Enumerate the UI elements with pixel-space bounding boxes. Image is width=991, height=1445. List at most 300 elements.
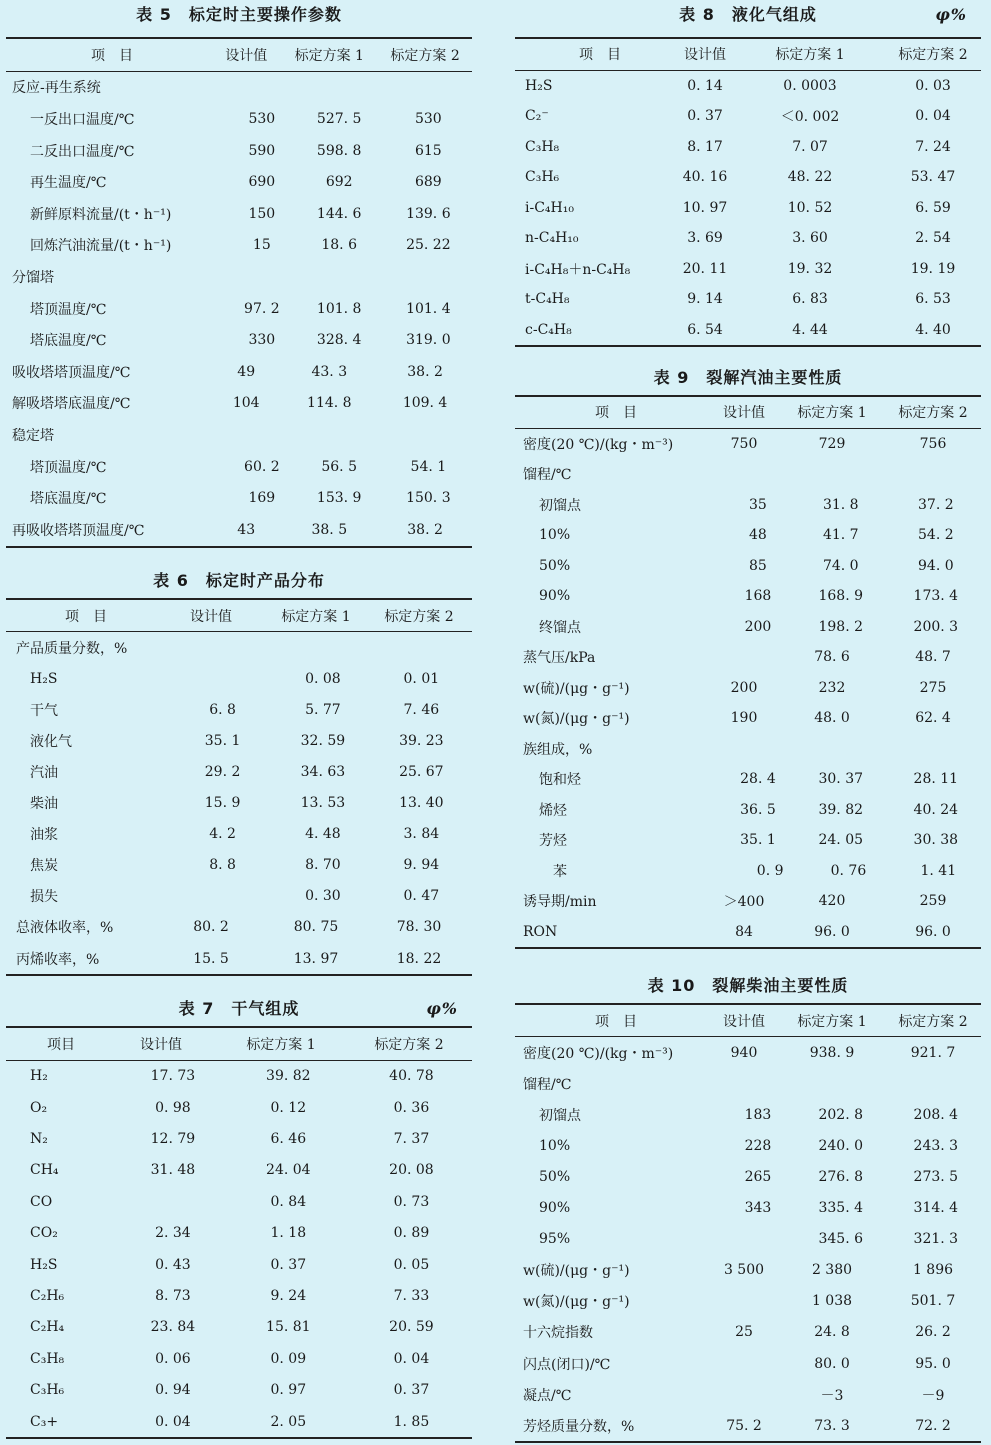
table-5: [6, 0, 472, 552]
cell-plan-1: 692: [325, 174, 353, 191]
table-row: [6, 912, 472, 943]
cell-plan-1: 2 380: [811, 1262, 853, 1279]
header-item: 项目: [47, 1036, 75, 1053]
row-label: RON: [523, 923, 558, 940]
row-label: w(硫)/(μg・g⁻¹): [523, 1263, 630, 1280]
table-8: [515, 0, 981, 347]
row-label: C₃H₆: [30, 1382, 65, 1399]
cell-design: 200: [744, 618, 772, 635]
row-label: 密度(20 ℃)/(kg・m⁻³): [523, 1045, 674, 1062]
cell-design: 10. 97: [682, 199, 728, 216]
cell-plan-1: 80. 0: [814, 1355, 850, 1372]
table-row: [515, 254, 981, 285]
cell-plan-2: 3. 84: [403, 826, 440, 843]
cell-design: 150: [248, 205, 276, 222]
row-label: 十六烷指数: [523, 1325, 593, 1342]
table-row: [6, 1374, 472, 1405]
cell-design: 9. 14: [687, 291, 723, 308]
row-label: i-C₄H₁₀: [525, 199, 574, 216]
table-row: [6, 293, 472, 325]
row-label: H₂: [30, 1068, 48, 1085]
cell-plan-2: 0. 37: [393, 1382, 430, 1399]
cell-design: 49: [237, 363, 256, 380]
table-row: [515, 551, 981, 582]
row-label: 初馏点: [539, 497, 581, 514]
table-row: [6, 1123, 472, 1154]
table-row: [515, 1130, 981, 1161]
table-row: [515, 162, 981, 193]
cell-design: 31. 48: [150, 1162, 196, 1179]
cell-plan-1: 96. 0: [814, 923, 850, 940]
cell-plan-2: 0. 73: [393, 1193, 430, 1210]
table-row: [515, 1410, 981, 1441]
cell-plan-2: 1 896: [912, 1262, 954, 1279]
table-row: [515, 429, 981, 460]
table-body: [6, 1061, 472, 1438]
cell-plan-2: 96. 0: [915, 923, 951, 940]
header-plan-2: 标定方案 2: [384, 608, 454, 625]
table-header: [515, 397, 981, 428]
cell-design: 6. 54: [687, 321, 723, 338]
cell-plan-2: 39. 23: [399, 732, 444, 749]
table-row: [6, 1249, 472, 1280]
cell-plan-2: 18. 22: [396, 950, 442, 967]
cell-plan-2: 54. 1: [410, 458, 447, 475]
row-label: 吸收塔塔顶温度/℃: [12, 364, 131, 381]
table-header: [515, 1005, 981, 1036]
table-title: 表 9 裂解汽油主要性质: [653, 368, 843, 387]
cell-plan-1: 39. 82: [818, 801, 864, 818]
header-plan-2: 标定方案 2: [374, 1036, 444, 1053]
cell-design: 36. 5: [740, 801, 776, 818]
table-header: [6, 39, 472, 71]
cell-plan-1: 1. 18: [270, 1225, 307, 1242]
row-label: CH₄: [30, 1162, 59, 1179]
cell-design: 228: [744, 1137, 772, 1154]
cell-plan-1: 198. 2: [818, 618, 864, 635]
table-row: [515, 917, 981, 948]
header-design: 设计值: [140, 1036, 182, 1053]
row-label: H₂S: [30, 670, 58, 687]
header-item: 项 目: [579, 47, 621, 64]
cell-plan-2: 200. 3: [913, 618, 959, 635]
cell-design: 20. 11: [682, 260, 728, 277]
cell-design: 17. 73: [150, 1068, 196, 1085]
cell-design: 530: [248, 110, 276, 127]
row-label: w(氮)/(μg・g⁻¹): [523, 711, 630, 728]
table-row: [6, 1217, 472, 1248]
cell-plan-2: 95. 0: [915, 1355, 951, 1372]
row-label: 芳烃质量分数，%: [523, 1418, 635, 1435]
table-row: [515, 581, 981, 612]
cell-plan-2: 139. 6: [406, 205, 451, 222]
row-label: 总液体收率，%: [16, 920, 114, 937]
table-row: [515, 703, 981, 734]
cell-plan-2: 19. 19: [910, 260, 956, 277]
table-body: [515, 71, 981, 346]
table-row: [6, 694, 472, 725]
cell-plan-1: 4. 44: [792, 321, 828, 338]
cell-plan-1: 13. 97: [293, 950, 339, 967]
cell-plan-1: 0. 37: [270, 1256, 307, 1273]
row-label: 液化气: [30, 733, 72, 750]
cell-plan-2: 0. 47: [403, 888, 440, 905]
table-row: [6, 943, 472, 974]
cell-design: 0. 43: [155, 1256, 191, 1273]
row-label: 90%: [539, 588, 571, 605]
table-body: [6, 72, 472, 546]
cell-plan-2: 72. 2: [915, 1417, 951, 1434]
cell-plan-1: ＜0. 002: [780, 109, 840, 126]
row-label: 凝点/℃: [523, 1387, 572, 1404]
cell-plan-1: 24. 05: [818, 832, 864, 849]
cell-plan-2: 20. 59: [389, 1319, 434, 1336]
cell-design: 590: [248, 142, 276, 159]
cell-plan-1: 114. 8: [307, 395, 352, 412]
row-label: 柴油: [30, 796, 58, 813]
table-title: 表 6 标定时产品分布: [153, 571, 325, 590]
row-label: 芳烃: [539, 833, 567, 850]
row-label: 50%: [539, 1169, 571, 1186]
row-label: w(氮)/(μg・g⁻¹): [523, 1294, 630, 1311]
cell-plan-1: 0. 84: [270, 1193, 307, 1210]
header-item: 项 目: [595, 405, 637, 422]
table-row: [6, 482, 472, 514]
cell-plan-1: 48. 0: [814, 710, 850, 727]
table-row: [515, 1037, 981, 1068]
cell-plan-1: 6. 46: [270, 1130, 307, 1147]
cell-plan-1: 4. 48: [305, 826, 341, 843]
table-row: [515, 1286, 981, 1317]
header-plan-1: 标定方案 1: [797, 1013, 867, 1030]
cell-plan-2: 173. 4: [913, 588, 959, 605]
cell-design: 169: [248, 490, 276, 507]
cell-plan-1: 240. 0: [818, 1137, 864, 1154]
table-row: [6, 632, 472, 663]
cell-plan-2: 48. 7: [915, 649, 951, 666]
table-row: [6, 1343, 472, 1374]
cell-plan-2: 1. 85: [393, 1413, 430, 1430]
cell-design: 343: [744, 1200, 772, 1217]
table-row: [515, 1317, 981, 1348]
cell-plan-2: 40. 24: [913, 801, 959, 818]
row-label: C₂⁻: [525, 108, 549, 125]
table-row: [515, 223, 981, 254]
table-row: [6, 72, 472, 104]
cell-plan-2: 94. 0: [918, 557, 954, 574]
table-header: [6, 1028, 472, 1059]
cell-plan-1: 527. 5: [316, 110, 362, 127]
cell-plan-2: 54. 2: [918, 527, 954, 544]
cell-design: 940: [730, 1044, 758, 1061]
cell-plan-1: 345. 6: [818, 1231, 864, 1248]
row-label: H₂S: [30, 1256, 58, 1273]
cell-plan-2: 319. 0: [406, 332, 451, 349]
cell-plan-1: 168. 9: [818, 588, 864, 605]
cell-plan-2: 0. 36: [393, 1099, 430, 1116]
cell-design: 190: [730, 710, 758, 727]
cell-design: 8. 73: [155, 1287, 191, 1304]
cell-plan-1: 144. 6: [316, 205, 362, 222]
table-row: [6, 324, 472, 356]
cell-design: 8. 17: [687, 138, 723, 155]
cell-design: 3. 69: [687, 230, 723, 247]
cell-plan-2: 0. 01: [403, 670, 440, 687]
cell-plan-2: 259: [919, 893, 947, 910]
header-plan-1: 标定方案 1: [281, 608, 351, 625]
row-label: 塔底温度/℃: [30, 333, 107, 350]
cell-plan-2: 25. 67: [399, 764, 444, 781]
table-row: [515, 673, 981, 704]
cell-design: 12. 79: [150, 1130, 196, 1147]
cell-design: 0. 98: [155, 1099, 191, 1116]
cell-plan-2: 38. 2: [407, 363, 443, 380]
unit-label: φ%: [935, 5, 967, 24]
cell-plan-2: 530: [414, 110, 442, 127]
table-row: [6, 261, 472, 293]
cell-design: 35. 1: [204, 732, 241, 749]
table-row: [6, 725, 472, 756]
cell-design: 0. 04: [155, 1413, 191, 1430]
row-label: 一反出口温度/℃: [30, 111, 135, 128]
cell-design: 168: [744, 588, 772, 605]
row-label: 再吸收塔塔顶温度/℃: [12, 522, 145, 539]
cell-plan-1: 328. 4: [316, 332, 362, 349]
cell-design: 0. 94: [155, 1382, 191, 1399]
cell-plan-1: 153. 9: [316, 490, 362, 507]
table-row: [515, 1161, 981, 1192]
table-row: [6, 356, 472, 388]
row-label: 馏程/℃: [523, 1076, 572, 1093]
row-label: 干气: [30, 702, 58, 719]
table-row: [6, 881, 472, 912]
table-row: [515, 856, 981, 887]
cell-plan-2: 0. 03: [915, 77, 951, 94]
cell-design: 35: [749, 496, 767, 513]
table-row: [515, 612, 981, 643]
header-item: 项 目: [595, 1013, 637, 1030]
cell-design: 80. 2: [193, 919, 229, 936]
right-column: [515, 0, 981, 1443]
cell-plan-2: 53. 47: [910, 169, 956, 186]
table-row: [6, 135, 472, 167]
row-label: C₃H₈: [525, 138, 560, 155]
table-row: [515, 1224, 981, 1255]
cell-design: 35. 1: [740, 832, 776, 849]
row-label: C₃H₆: [525, 169, 560, 186]
header-design: 设计值: [684, 47, 726, 64]
cell-design: 40. 16: [682, 169, 728, 186]
row-label: CO₂: [30, 1225, 58, 1242]
header-plan-2: 标定方案 2: [898, 47, 968, 64]
table-row: [6, 1061, 472, 1092]
cell-plan-2: 1. 41: [920, 862, 957, 879]
cell-plan-2: 501. 7: [910, 1293, 956, 1310]
row-label: 蒸气压/kPa: [523, 650, 596, 667]
cell-plan-2: 20. 08: [389, 1162, 434, 1179]
cell-plan-2: 109. 4: [402, 395, 448, 412]
cell-plan-2: 208. 4: [913, 1106, 959, 1123]
cell-plan-1: 73. 3: [814, 1417, 850, 1434]
cell-design: 104: [232, 395, 260, 412]
cell-design: ＞400: [723, 894, 765, 911]
cell-design: 183: [744, 1106, 772, 1123]
cell-plan-2: 28. 11: [913, 771, 959, 788]
header-plan-1: 标定方案 1: [246, 1036, 316, 1053]
table-row: [515, 764, 981, 795]
table-row: [6, 1155, 472, 1186]
cell-plan-1: 1 038: [811, 1293, 853, 1310]
cell-plan-1: 335. 4: [818, 1200, 864, 1217]
row-label: c-C₄H₈: [525, 321, 572, 338]
table-body: [515, 429, 981, 948]
cell-design: 0. 14: [687, 77, 723, 94]
table-row: [6, 166, 472, 198]
cell-design: 0. 37: [687, 108, 723, 125]
table-10: [515, 971, 981, 1443]
header-plan-1: 标定方案 1: [775, 47, 845, 64]
cell-plan-1: 43. 3: [311, 363, 348, 380]
table-row: [515, 1379, 981, 1410]
table-body: [6, 632, 472, 974]
table-9: [515, 363, 981, 949]
table-row: [6, 819, 472, 850]
table-row: [515, 490, 981, 521]
cell-design: 15. 5: [193, 950, 229, 967]
header-design: 设计值: [225, 47, 268, 64]
cell-plan-1: 24. 8: [814, 1324, 850, 1341]
cell-plan-2: 0. 04: [393, 1350, 430, 1367]
table-row: [515, 825, 981, 856]
cell-plan-2: 7. 37: [393, 1130, 430, 1147]
row-label: 产品质量分数，%: [16, 640, 128, 657]
cell-plan-1: 32. 59: [300, 732, 346, 749]
header-item: 项 目: [65, 608, 107, 625]
cell-plan-1: 598. 8: [316, 142, 362, 159]
cell-plan-2: 0. 04: [915, 108, 951, 125]
table-row: [6, 850, 472, 881]
cell-plan-1: 74. 0: [822, 557, 859, 574]
cell-design: 200: [730, 679, 758, 696]
cell-design: 15. 9: [204, 795, 241, 812]
cell-plan-1: 0. 12: [270, 1099, 307, 1116]
table-row: [6, 1280, 472, 1311]
row-label: 密度(20 ℃)/(kg・m⁻³): [523, 436, 674, 453]
cell-plan-1: 0. 30: [305, 888, 341, 905]
cell-plan-1: 202. 8: [818, 1106, 864, 1123]
cell-plan-2: 13. 40: [399, 795, 444, 812]
table-row: [6, 1186, 472, 1217]
cell-design: 23. 84: [150, 1319, 196, 1336]
cell-plan-2: 243. 3: [913, 1137, 959, 1154]
row-label: 90%: [539, 1200, 571, 1217]
row-label: 塔底温度/℃: [30, 491, 107, 508]
cell-plan-2: 101. 4: [406, 300, 451, 317]
row-label: C₃H₈: [30, 1350, 65, 1367]
row-label: w(硫)/(μg・g⁻¹): [523, 680, 630, 697]
row-label: i-C₄H₈＋n-C₄H₈: [525, 261, 631, 278]
header-plan-2: 标定方案 2: [898, 1013, 968, 1030]
cell-plan-1: 0. 08: [305, 670, 341, 687]
row-label: 新鲜原料流量/(t・h⁻¹): [30, 206, 172, 223]
cell-plan-1: 19. 32: [787, 260, 833, 277]
row-label: 解吸塔塔底温度/℃: [12, 396, 131, 413]
cell-plan-2: 321. 3: [913, 1231, 959, 1248]
cell-plan-1: 232: [818, 679, 846, 696]
cell-design: 0. 9: [756, 862, 784, 879]
cell-plan-2: 26. 2: [915, 1324, 951, 1341]
table-row: [515, 1255, 981, 1286]
header-plan-1: 标定方案 1: [294, 47, 364, 64]
cell-plan-1: 56. 5: [321, 458, 357, 475]
cell-plan-2: 7. 24: [915, 138, 951, 155]
cell-plan-2: 7. 33: [393, 1287, 430, 1304]
header-plan-2: 标定方案 2: [390, 47, 460, 64]
cell-plan-2: 4. 40: [915, 321, 951, 338]
unit-label: φ%: [426, 999, 458, 1019]
cell-design: 750: [730, 435, 758, 452]
cell-plan-1: 41. 7: [822, 527, 859, 544]
cell-plan-1: 80. 75: [293, 919, 339, 936]
row-label: 反应-再生系统: [12, 80, 101, 97]
row-label: 50%: [539, 557, 571, 574]
cell-design: 25: [735, 1324, 753, 1341]
table-body: [515, 1037, 981, 1441]
cell-plan-2: 6. 59: [915, 199, 951, 216]
table-row: [515, 520, 981, 551]
cell-plan-1: 0. 0003: [783, 77, 837, 94]
table-row: [515, 193, 981, 224]
row-label: N₂: [30, 1130, 48, 1147]
cell-plan-1: 15. 81: [266, 1319, 311, 1336]
cell-plan-1: 420: [818, 893, 846, 910]
table-row: [6, 514, 472, 546]
cell-plan-1: 0. 76: [830, 862, 867, 879]
row-label: 回炼汽油流量/(t・h⁻¹): [30, 238, 172, 255]
table-row: [515, 315, 981, 346]
cell-plan-2: 150. 3: [406, 490, 451, 507]
row-label: 再生温度/℃: [30, 175, 107, 192]
cell-design: 29. 2: [204, 764, 241, 781]
cell-plan-2: 689: [414, 174, 442, 191]
cell-plan-1: 729: [818, 435, 846, 452]
row-label: H₂S: [525, 77, 553, 94]
cell-design: 97. 2: [244, 300, 280, 317]
table-row: [515, 886, 981, 917]
cell-plan-1: 7. 07: [792, 138, 828, 155]
cell-plan-1: 8. 70: [305, 857, 341, 874]
cell-design: 8. 8: [209, 857, 236, 874]
table-row: [515, 1099, 981, 1130]
cell-design: 85: [749, 557, 767, 574]
cell-plan-1: 6. 83: [792, 291, 828, 308]
row-label: 95%: [539, 1231, 571, 1248]
row-label: 烯烃: [539, 802, 567, 819]
cell-plan-2: 25. 22: [406, 237, 451, 254]
cell-plan-2: 2. 54: [915, 230, 951, 247]
cell-plan-1: 276. 8: [818, 1169, 864, 1186]
table-header: [515, 39, 981, 70]
table-row: [515, 734, 981, 765]
cell-plan-1: 48. 22: [787, 169, 833, 186]
cell-design: 60. 2: [244, 458, 280, 475]
cell-plan-2: 30. 38: [913, 832, 959, 849]
cell-plan-2: 273. 5: [913, 1169, 959, 1186]
table-row: [6, 230, 472, 262]
cell-design: 48: [749, 527, 767, 544]
table-row: [6, 1312, 472, 1343]
table-title: 表 7 干气组成 φ%: [6, 994, 472, 1024]
